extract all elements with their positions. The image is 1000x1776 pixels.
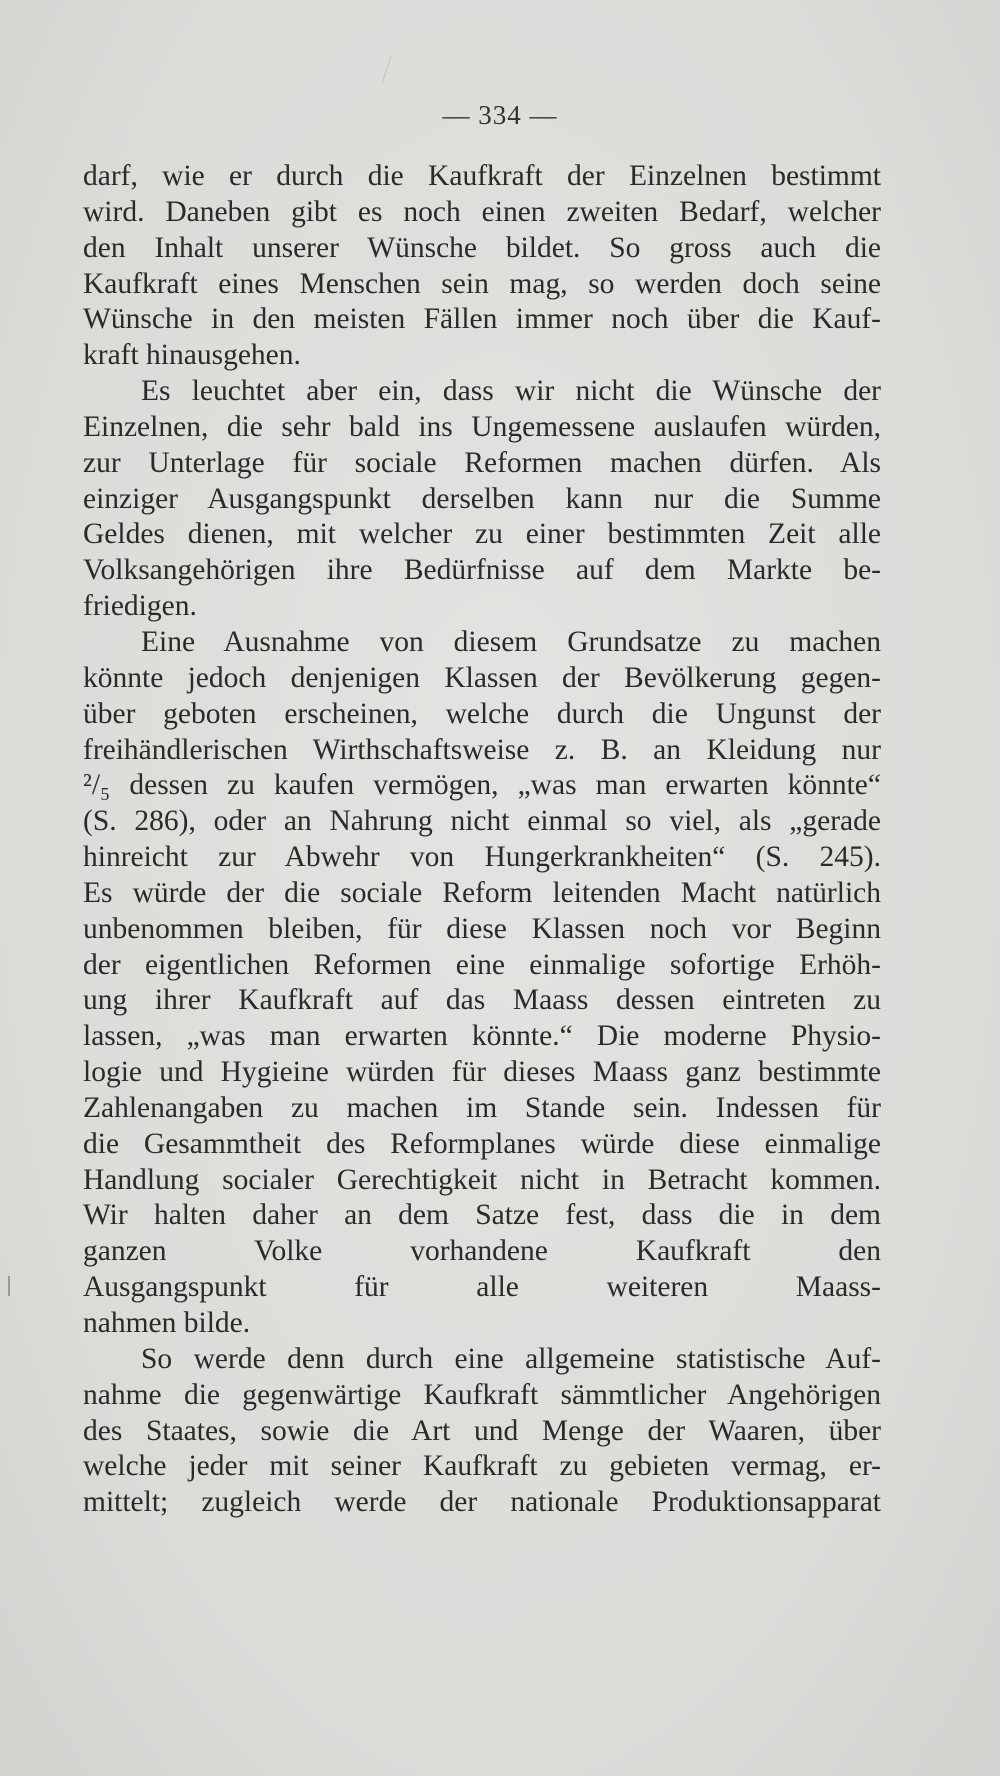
text-line: nahmen bilde.: [83, 1307, 251, 1339]
text-line: Volksangehörigen ihre Bedürfnisse auf dem Markte be-: [83, 554, 881, 587]
text-line: einziger Ausgangspunkt derselben kann nur die Summe: [83, 482, 881, 515]
text-line: So werde denn durch eine allgemeine statistische Auf-: [141, 1342, 881, 1375]
text-line: welche jeder mit seiner Kaufkraft zu gebieten vermag, er-: [83, 1450, 881, 1483]
text-line: den Inhalt unserer Wünsche bildet. So gross auch die: [83, 231, 881, 264]
text-line: Geldes dienen, mit welcher zu einer bestimmten Zeit alle: [83, 518, 881, 551]
text-line: hinreicht zur Abwehr von Hungerkrankheiten“ (S. 245).: [83, 841, 881, 874]
text-line: über geboten erscheinen, welche durch die Ungunst der: [83, 697, 881, 730]
text-line: logie und Hygieine würden für dieses Maass ganz bestimmte: [83, 1056, 881, 1089]
text-line: Zahlenangaben zu machen im Stande sein. Indessen für: [83, 1091, 881, 1124]
text-line: ung ihrer Kaufkraft auf das Maass dessen eintreten zu: [83, 984, 881, 1017]
text-line: (S. 286), oder an Nahrung nicht einmal so viel, als „gerade: [83, 805, 881, 838]
text-line: könnte jedoch denjenigen Klassen der Bevölkerung gegen-: [83, 661, 881, 694]
text-line: ganzen Volke vorhandene Kaufkraft den: [83, 1235, 881, 1268]
text-line: friedigen.: [83, 590, 197, 623]
text-line: Ausgangspunkt für alle weiteren Maass-: [83, 1271, 881, 1304]
text-line: mittelt; zugleich werde der nationale Produktionsapparat: [83, 1486, 881, 1519]
scan-mark: [381, 56, 391, 85]
text-line: freihändlerischen Wirthschaftsweise z. B. an Kleidung nur: [83, 733, 881, 766]
text-line: darf, wie er durch die Kaufkraft der Einzelnen bestimmt: [83, 160, 881, 192]
text-line: zur Unterlage für sociale Reformen machen dürfen. Als: [83, 446, 881, 479]
text-line: Kaufkraft eines Menschen sein mag, so werden doch seine: [83, 267, 881, 300]
body-text: [83, 159, 881, 1521]
text-line: lassen, „was man erwarten könnte.“ Die moderne Physio-: [83, 1020, 881, 1053]
text-line: Es leuchtet aber ein, dass wir nicht die Wünsche der: [141, 375, 881, 408]
text-line: unbenommen bleiben, für diese Klassen noch vor Beginn: [83, 912, 881, 945]
text-line: Handlung socialer Gerechtigkeit nicht in Betracht kommen.: [83, 1163, 881, 1196]
page-number: — 334 —: [442, 100, 558, 130]
text-line: kraft hinausgehen.: [83, 339, 301, 372]
text-line: ²/₅ dessen zu kaufen vermögen, „was man erwarten könnte“: [83, 769, 881, 802]
text-line: Wünsche in den meisten Fällen immer noch über die Kauf-: [83, 303, 881, 336]
text-line: nahme die gegenwärtige Kaufkraft sämmtlicher Angehörigen: [83, 1378, 881, 1411]
text-line: der eigentlichen Reformen eine einmalige sofortige Erhöh-: [83, 948, 881, 981]
text-line: Wir halten daher an dem Satze fest, dass die in dem: [83, 1199, 881, 1232]
text-line: Einzelnen, die sehr bald ins Ungemessene auslaufen würden,: [83, 410, 881, 443]
text-line: Eine Ausnahme von diesem Grundsatze zu machen: [141, 625, 881, 658]
text-line: die Gesammtheit des Reformplanes würde diese einmalige: [83, 1127, 881, 1160]
text-line: wird. Daneben gibt es noch einen zweiten Bedarf, welcher: [83, 195, 881, 228]
margin-mark: [8, 1276, 10, 1296]
text-line: Es würde der die sociale Reform leitenden Macht natürlich: [83, 876, 881, 909]
text-line: des Staates, sowie die Art und Menge der Waaren, über: [83, 1414, 881, 1447]
